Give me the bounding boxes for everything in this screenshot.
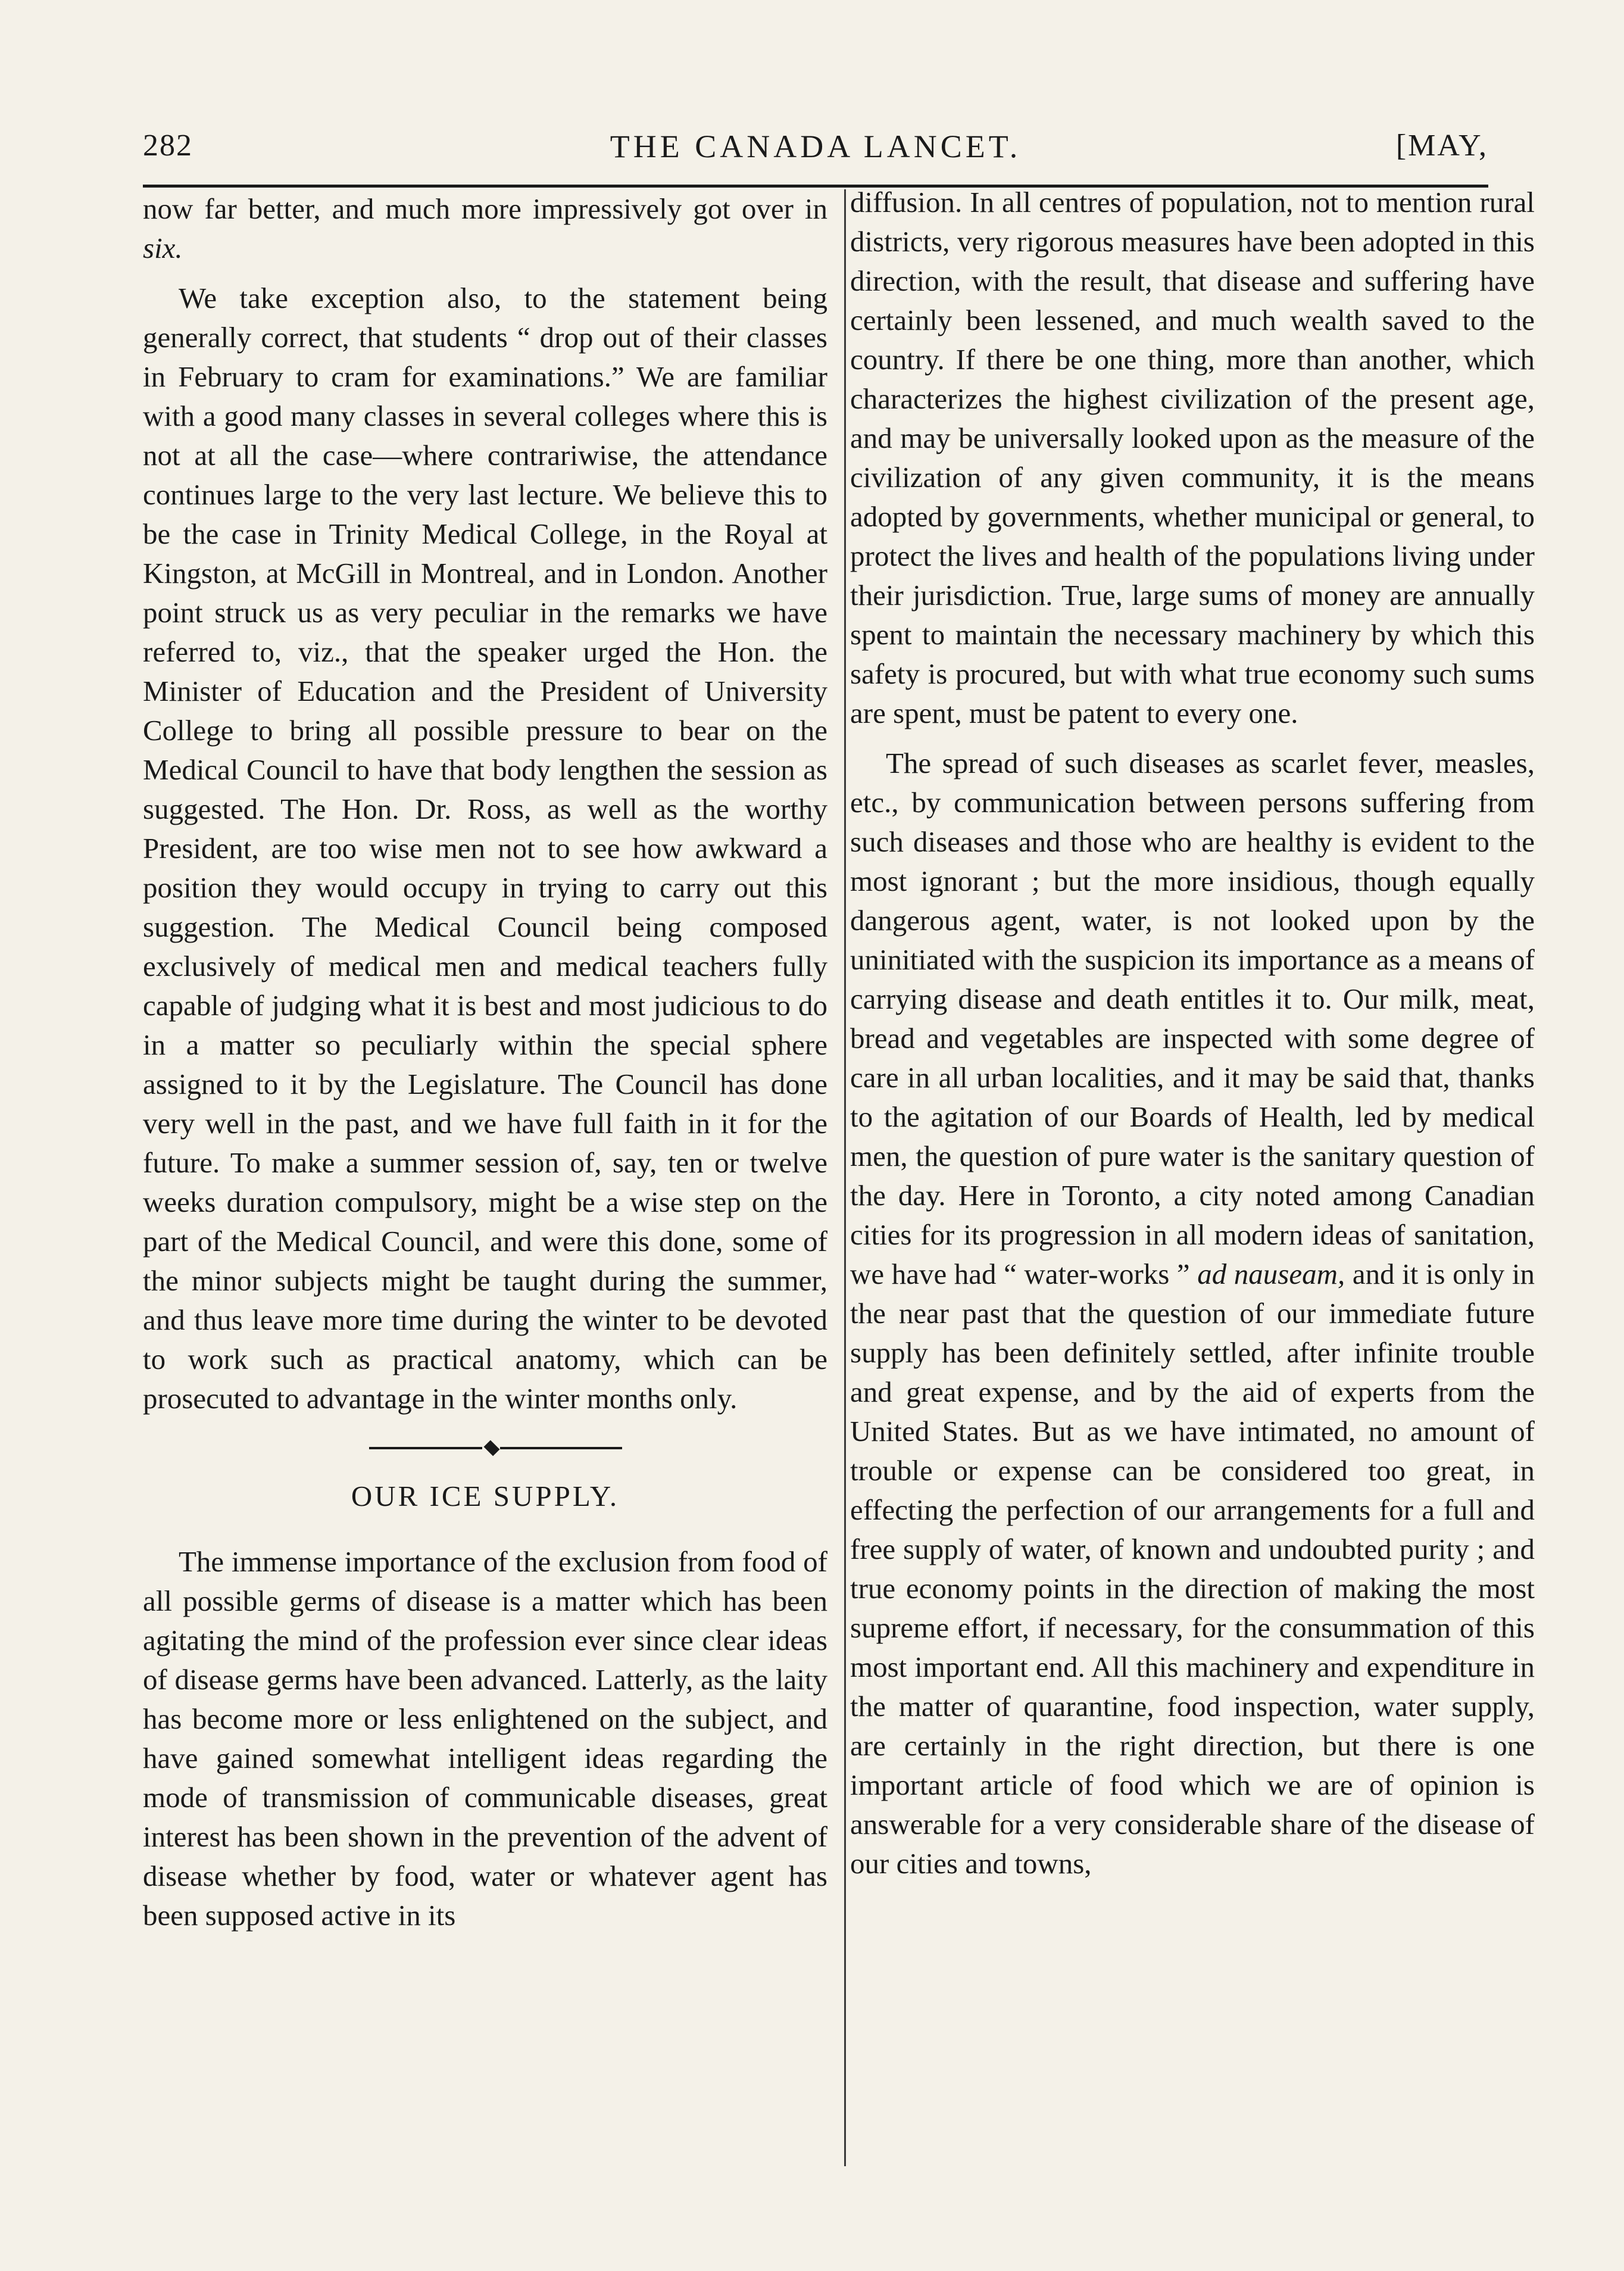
paragraph-text: now far better, and much more impressively got over in bbox=[143, 192, 827, 225]
ornament-line-left bbox=[369, 1447, 482, 1449]
issue-month: [MAY, bbox=[1395, 129, 1488, 163]
paragraph-text: The spread of such diseases as scarlet fever, measles, etc., by communication between persons suffering from such diseases and those who are healthy is evident to the most ignorant ; but the more insidious, though equally dangerous agent, water, is not looked upon by the uninitiated with the suspicion its importance as a means of carrying disease and death entitles it to. Our milk, meat, bread and vegetables are inspected with some degree of care in all urban localities, and it may be said that, thanks to the agitation of our Boards of Health, led by medical men, the question of pure water is the sanitary question of the day. Here in Toronto, a city noted among Canadian cities for its progression in all modern ideas of sanitation, we have had “ water-works ” bbox=[850, 747, 1535, 1290]
journal-title: THE CANADA LANCET. bbox=[610, 129, 1022, 164]
body-paragraph: The immense importance of the exclusion from food of all possible germs of disease is a matter which has been agitating the mind of the profession ever since clear ideas of disease germs have been advanced. Latterly, as the laity has become more or less enlightened on the subject, and have gained somewhat intelligent ideas regarding the mode of transmission of communicable diseases, great interest has been shown in the prevention of the advent of disease whether by food, water or whatever agent has been supposed active in its bbox=[143, 1545, 827, 1932]
paragraph-text: and it is only in the near past that the question of our immediate future supply has been definitely settled, after infinite trouble and great expense, and by the aid of experts from the United States. But as we have intimated, no amount of trouble or expense can be considered too great, in effecting the perfection of our arrangements for a full and free supply of water, of known and undoubted purity ; and true economy points in the direction of making the most supreme effort, if necessary, for the consummation of this most important end. All this machinery and expenditure in the matter of quarantine, food inspection, water supply, are certainly in the right direction, but there is one important article of food which we are of opinion is answerable for a very considerable share of the disease of our cities and towns, bbox=[850, 1258, 1535, 1880]
column-divider bbox=[844, 189, 846, 2166]
body-paragraph bbox=[850, 744, 1535, 1883]
emphasis-text: ad nauseam, bbox=[1197, 1258, 1345, 1290]
body-paragraph: We take exception also, to the statement being generally correct, that students “ drop out of their classes in February to cram for examinations.” We are familiar with a good many classes in several colleges where this is not at all the case—where contrariwise, the attendance continues large to the very last lecture. We believe this to be the case in Trinity Medical College, in the Royal at Kingston, at McGill in Montreal, and in London. Another point struck us as very peculiar in the remarks we have referred to, viz., that the speaker urged the Hon. the Minister of Education and the President of University College to bring all possible pressure to bear on the Medical Council to have that body lengthen the session as suggested. The Hon. Dr. Ross, as well as the worthy President, are too wise men not to see how awkward a position they would occupy in trying to carry out this suggestion. The Medical Council being composed exclusively of medical men and medical teachers fully capable of judging what it is best and most judicious to do in a matter so peculiarly within the special sphere assigned to it by the Legislature. The Council has done very well in the past, and we have full faith in it for the future. To make a summer session of, say, ten or twelve weeks duration compulsory, might be a wise step on the part of the Medical Council, and were this done, some of the minor subjects might be taught during the summer, and thus leave more time during the winter to be devoted to work such as practical anatomy, which can be prosecuted to advantage in the winter months only. bbox=[143, 282, 827, 1415]
section-title: OUR ICE SUPPLY. bbox=[351, 1480, 620, 1512]
ornament-diamond bbox=[484, 1440, 500, 1456]
running-header bbox=[143, 122, 1488, 182]
ornament-line-right bbox=[500, 1447, 622, 1449]
continued-paragraph bbox=[143, 189, 827, 268]
right-column bbox=[850, 183, 1535, 1883]
page-number: 282 bbox=[143, 129, 193, 163]
emphasis-text: six. bbox=[143, 232, 183, 264]
section-ornament bbox=[143, 1436, 827, 1460]
continued-paragraph: diffusion. In all centres of population, not to mention rural districts, very rigorous measures have been adopted in this direction, with the result, that disease and suffering have certainly been lessened, and much wealth saved to the country. If there be one thing, more than another, which characterizes the highest civilization of the present age, and may be universally looked upon as the measure of the civilization of any given community, it is the means adopted by governments, whether municipal or general, to protect the lives and health of the populations living under their jurisdiction. True, large sums of money are annually spent to maintain the necessary machinery by which this safety is procured, but with what true economy such sums are spent, must be patent to every one. bbox=[850, 186, 1535, 729]
left-column bbox=[143, 189, 827, 1935]
